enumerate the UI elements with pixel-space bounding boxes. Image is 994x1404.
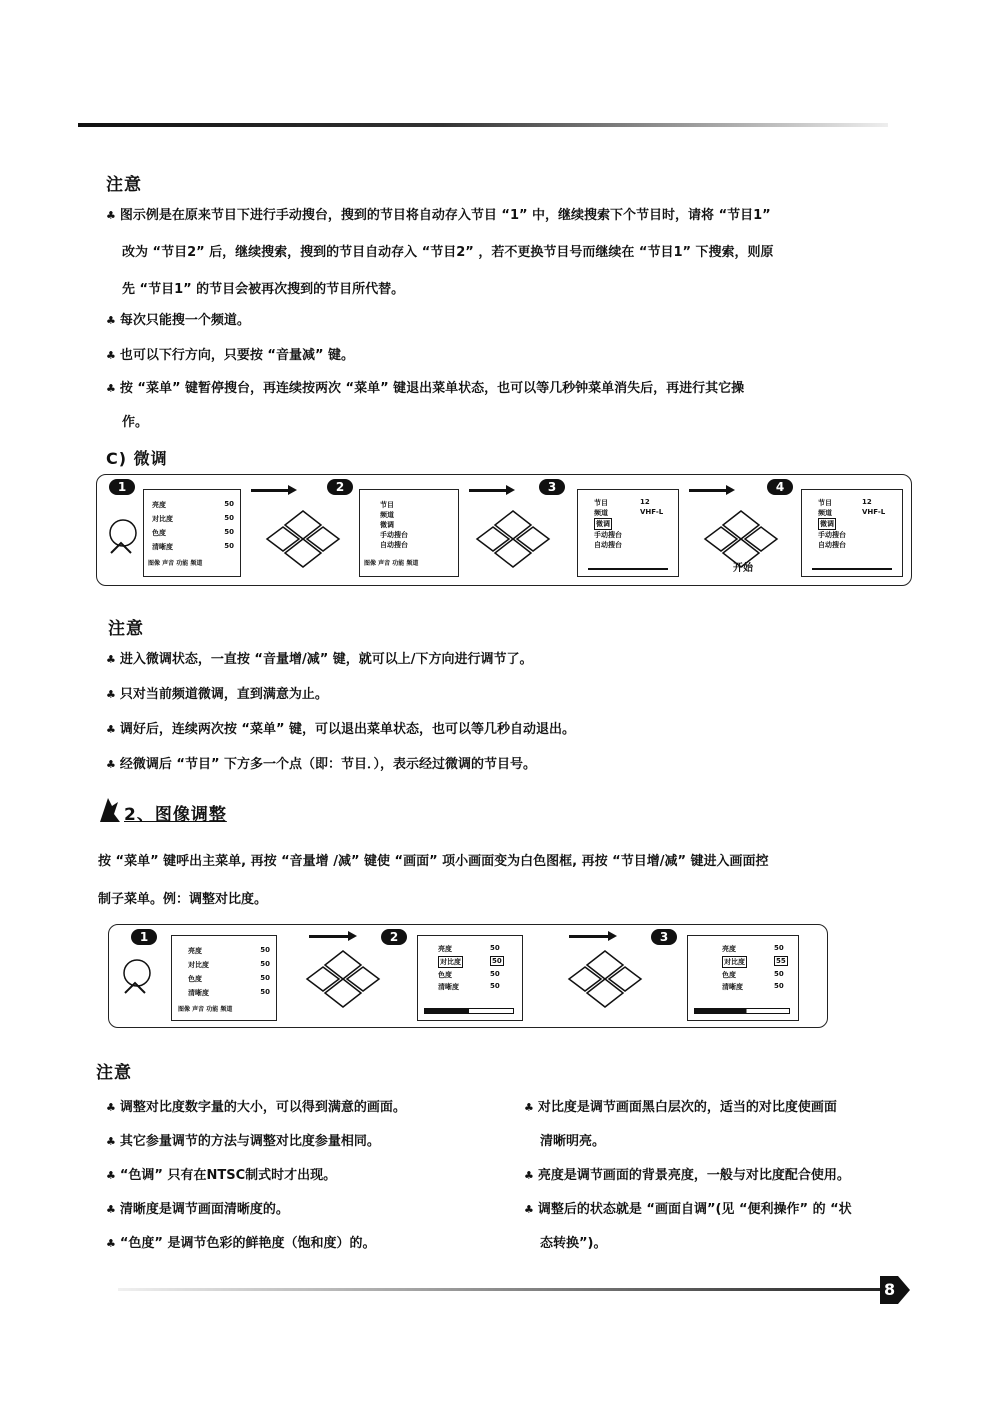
note1-line-7: 作。	[122, 415, 149, 430]
arrow-icon	[569, 935, 609, 938]
note2-line-3: ♣ 调好后，连续两次按 “菜单” 键，可以退出菜单状态，也可以等几秒自动退出。	[106, 720, 575, 740]
step-2-badge: 2	[327, 479, 353, 495]
remote-pad-icon	[265, 509, 341, 569]
menu-screen-3: 亮度 50 对比度 55 色度 50 清晰度 50	[687, 935, 799, 1021]
note3-right-3: ♣ 亮度是调节画面的背景亮度，一般与对比度配合使用。	[524, 1166, 850, 1186]
step-3-badge: 3	[651, 929, 677, 945]
note3-right-1: ♣ 对比度是调节画面黑白层次的，适当的对比度使画面	[524, 1098, 837, 1118]
arrow-icon	[689, 489, 727, 492]
note1-line-3: 先 “节目1” 的节目会被再次搜到的节目所代替。	[122, 282, 405, 297]
hand-press-icon	[121, 953, 155, 999]
note-title-1: 注意	[106, 175, 142, 195]
hand-press-icon	[107, 513, 141, 559]
note3-right-2: 清晰明亮。	[540, 1134, 606, 1149]
menu-screen-2: 节目 频道 微调 手动搜台 自动搜台 图像 声音 功能 频道	[359, 489, 459, 577]
section-marker-icon	[96, 794, 122, 824]
note3-right-5: 态转换”)。	[540, 1236, 607, 1251]
start-label: 开始	[733, 563, 753, 574]
note2-line-4: ♣ 经微调后 “节目” 下方多一个点（即：节目．），表示经过微调的节目号。	[106, 755, 536, 775]
section-c-title: C) 微调	[106, 449, 168, 468]
picture-adjust-diagram	[108, 924, 828, 1028]
note1-line-1: ♣ 图示例是在原来节目下进行手动搜台，搜到的节目将自动存入节目 “1” 中，继续搜索下个节目时，请将 “节目1”	[106, 206, 771, 226]
note3-right-4: ♣ 调整后的状态就是 “画面自调”(见 “便利操作” 的 “状	[524, 1200, 852, 1220]
note1-line-6: ♣ 按 “菜单” 键暂停搜台，再连续按两次 “菜单” 键退出菜单状态，也可以等几秒钟菜单消失后，再进行其它操	[106, 379, 744, 399]
arrow-icon	[251, 489, 289, 492]
bottom-rule	[118, 1288, 888, 1291]
note1-line-4: ♣ 每次只能搜一个频道。	[106, 311, 250, 331]
step-4-badge: 4	[767, 479, 793, 495]
section2-para-2: 制子菜单。例：调整对比度。	[98, 892, 268, 907]
menu-screen-3: 节目 12 频道 VHF-L 微调 手动搜台 自动搜台	[577, 489, 679, 577]
menu-screen-4: 节目 12 频道 VHF-L 微调 手动搜台 自动搜台	[801, 489, 903, 577]
menu-screen-2: 亮度 50 对比度 50 色度 50 清晰度 50	[417, 935, 523, 1021]
menu-screen-1: 亮度 50 对比度 50 色度 50 清晰度 50 图像 声音 功能 频道	[171, 935, 277, 1021]
step-1-badge: 1	[109, 479, 135, 495]
note3-left-4: ♣ 清晰度是调节画面清晰度的。	[106, 1200, 289, 1220]
top-rule	[78, 123, 888, 127]
remote-pad-icon	[475, 509, 551, 569]
remote-pad-icon	[567, 949, 643, 1009]
step-1-badge: 1	[131, 929, 157, 945]
section2-para-1: 按 “菜单” 键呼出主菜单, 再按 “音量增 /减” 键使 “画面” 项小画面变为白色图框, 再按 “节目增/减” 键进入画面控	[98, 854, 769, 869]
note2-line-2: ♣ 只对当前频道微调，直到满意为止。	[106, 685, 328, 705]
note-title-3: 注意	[96, 1063, 132, 1083]
note1-line-5: ♣ 也可以下行方向，只要按 “音量减” 键。	[106, 346, 354, 366]
note3-left-2: ♣ 其它参量调节的方法与调整对比度参量相同。	[106, 1132, 380, 1152]
section-2-title: 2、图像调整	[124, 805, 227, 825]
note1-line-2: 改为 “节目2” 后，继续搜索，搜到的节目自动存入 “节目2” ，若不更换节目号而继续在 “节目1” 下搜索，则原	[122, 245, 774, 260]
page-number: 8	[880, 1276, 910, 1304]
step-3-badge: 3	[539, 479, 565, 495]
remote-pad-icon	[305, 949, 381, 1009]
menu-screen-1: 亮度 50 对比度 50 色度 50 清晰度 50 图像 声音 功能 频道	[143, 489, 241, 577]
note-title-2: 注意	[108, 619, 144, 639]
step-2-badge: 2	[381, 929, 407, 945]
arrow-icon	[469, 489, 507, 492]
note2-line-1: ♣ 进入微调状态，一直按 “音量增/减” 键，就可以上/下方向进行调节了。	[106, 650, 533, 670]
note3-left-5: ♣ “色度” 是调节色彩的鲜艳度（饱和度）的。	[106, 1234, 376, 1254]
fine-tune-diagram	[96, 474, 912, 586]
remote-pad-icon	[703, 509, 779, 569]
note3-left-1: ♣ 调整对比度数字量的大小，可以得到满意的画面。	[106, 1098, 406, 1118]
arrow-icon	[309, 935, 349, 938]
note3-left-3: ♣ “色调” 只有在NTSC制式时才出现。	[106, 1166, 336, 1186]
